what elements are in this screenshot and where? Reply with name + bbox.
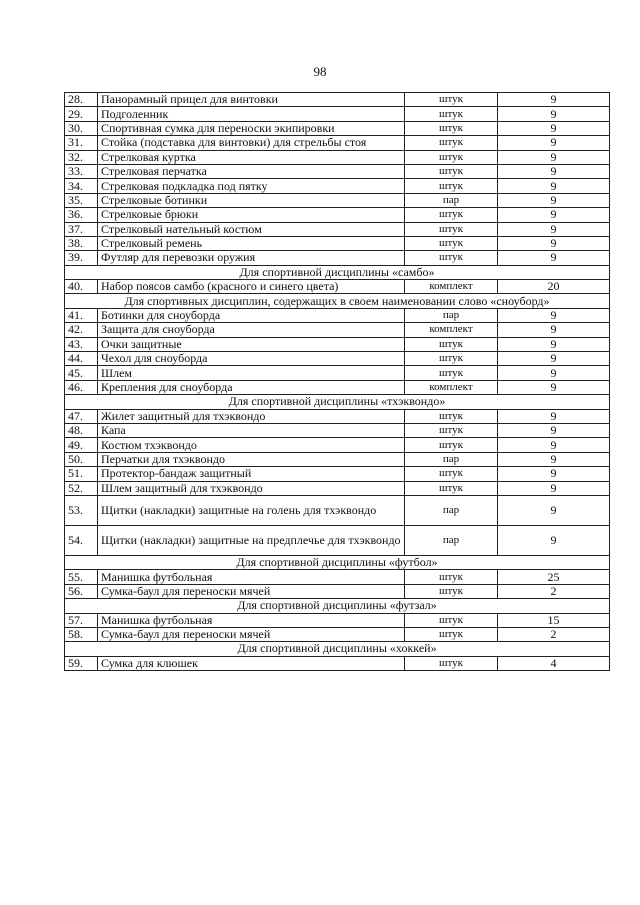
equipment-table bbox=[64, 92, 610, 671]
item-quantity: 9 bbox=[498, 452, 610, 466]
item-quantity: 9 bbox=[498, 495, 610, 525]
table-row bbox=[65, 323, 610, 337]
item-number: 42. bbox=[65, 323, 98, 337]
item-quantity: 9 bbox=[498, 481, 610, 495]
item-name: Капа bbox=[98, 423, 405, 437]
item-quantity: 9 bbox=[498, 251, 610, 265]
item-name: Манишка футбольная bbox=[98, 570, 405, 584]
item-number: 59. bbox=[65, 656, 98, 670]
item-quantity: 9 bbox=[498, 107, 610, 121]
item-name: Сумка для клюшек bbox=[98, 656, 405, 670]
item-unit: штук bbox=[405, 570, 498, 584]
item-quantity: 9 bbox=[498, 179, 610, 193]
item-unit: штук bbox=[405, 467, 498, 481]
item-number: 30. bbox=[65, 121, 98, 135]
table-row bbox=[65, 308, 610, 322]
item-quantity: 9 bbox=[498, 93, 610, 107]
item-quantity: 15 bbox=[498, 613, 610, 627]
item-name: Стрелковая куртка bbox=[98, 150, 405, 164]
item-unit: штук bbox=[405, 93, 498, 107]
item-number: 45. bbox=[65, 366, 98, 380]
item-number: 57. bbox=[65, 613, 98, 627]
item-number: 40. bbox=[65, 280, 98, 294]
item-quantity: 9 bbox=[498, 423, 610, 437]
table-row bbox=[65, 627, 610, 641]
item-name: Стойка (подставка для винтовки) для стрельбы стоя bbox=[98, 136, 405, 150]
item-number: 55. bbox=[65, 570, 98, 584]
table-row bbox=[65, 570, 610, 584]
table-row bbox=[65, 467, 610, 481]
item-quantity: 9 bbox=[498, 366, 610, 380]
item-name: Чехол для сноуборда bbox=[98, 352, 405, 366]
item-number: 31. bbox=[65, 136, 98, 150]
table-row bbox=[65, 121, 610, 135]
item-number: 48. bbox=[65, 423, 98, 437]
item-unit: штук bbox=[405, 352, 498, 366]
item-name: Шлем bbox=[98, 366, 405, 380]
item-name: Стрелковые брюки bbox=[98, 208, 405, 222]
item-number: 28. bbox=[65, 93, 98, 107]
item-unit: штук bbox=[405, 222, 498, 236]
section-title: Для спортивных дисциплин, содержащих в своем наименовании слово «сноуборд» bbox=[65, 294, 610, 308]
item-quantity: 9 bbox=[498, 525, 610, 555]
item-number: 56. bbox=[65, 584, 98, 598]
table-row bbox=[65, 150, 610, 164]
item-unit: штук bbox=[405, 423, 498, 437]
item-unit: штук bbox=[405, 107, 498, 121]
section-title: Для спортивной дисциплины «хоккей» bbox=[65, 642, 610, 656]
item-quantity: 4 bbox=[498, 656, 610, 670]
item-quantity: 9 bbox=[498, 150, 610, 164]
item-quantity: 9 bbox=[498, 121, 610, 135]
item-quantity: 9 bbox=[498, 337, 610, 351]
item-name: Стрелковая перчатка bbox=[98, 164, 405, 178]
item-unit: комплект bbox=[405, 380, 498, 394]
item-quantity: 2 bbox=[498, 627, 610, 641]
page-number: 98 bbox=[313, 64, 327, 79]
item-quantity: 25 bbox=[498, 570, 610, 584]
table-row bbox=[65, 481, 610, 495]
item-unit: штук bbox=[405, 164, 498, 178]
item-name: Защита для сноуборда bbox=[98, 323, 405, 337]
item-name: Сумка-баул для переноски мячей bbox=[98, 627, 405, 641]
item-quantity: 9 bbox=[498, 136, 610, 150]
item-unit: штук bbox=[405, 208, 498, 222]
item-name: Стрелковые ботинки bbox=[98, 193, 405, 207]
item-name: Перчатки для тхэквондо bbox=[98, 452, 405, 466]
item-number: 53. bbox=[65, 495, 98, 525]
item-name: Щитки (накладки) защитные на предплечье для тхэквондо bbox=[98, 525, 405, 555]
item-name: Костюм тхэквондо bbox=[98, 438, 405, 452]
item-quantity: 9 bbox=[498, 352, 610, 366]
item-name: Спортивная сумка для переноски экипировки bbox=[98, 121, 405, 135]
section-header-row bbox=[65, 265, 610, 279]
table-row bbox=[65, 438, 610, 452]
item-quantity: 9 bbox=[498, 323, 610, 337]
item-unit: штук bbox=[405, 121, 498, 135]
item-name: Стрелковый ремень bbox=[98, 236, 405, 250]
item-number: 39. bbox=[65, 251, 98, 265]
item-name: Ботинки для сноуборда bbox=[98, 308, 405, 322]
section-title: Для спортивной дисциплины «самбо» bbox=[65, 265, 610, 279]
item-number: 38. bbox=[65, 236, 98, 250]
table-row bbox=[65, 656, 610, 670]
item-name: Щитки (накладки) защитные на голень для тхэквондо bbox=[98, 495, 405, 525]
item-number: 32. bbox=[65, 150, 98, 164]
item-unit: штук bbox=[405, 236, 498, 250]
item-quantity: 9 bbox=[498, 409, 610, 423]
item-name: Жилет защитный для тхэквондо bbox=[98, 409, 405, 423]
item-name: Стрелковая подкладка под пятку bbox=[98, 179, 405, 193]
section-header-row bbox=[65, 555, 610, 569]
table-row bbox=[65, 179, 610, 193]
section-header-row bbox=[65, 599, 610, 613]
item-quantity: 20 bbox=[498, 280, 610, 294]
item-name: Сумка-баул для переноски мячей bbox=[98, 584, 405, 598]
item-quantity: 9 bbox=[498, 208, 610, 222]
table-row bbox=[65, 164, 610, 178]
table-row bbox=[65, 136, 610, 150]
table-row bbox=[65, 525, 610, 555]
item-quantity: 9 bbox=[498, 193, 610, 207]
item-unit: штук bbox=[405, 366, 498, 380]
item-unit: штук bbox=[405, 150, 498, 164]
item-unit: штук bbox=[405, 584, 498, 598]
item-number: 50. bbox=[65, 452, 98, 466]
section-header-row bbox=[65, 642, 610, 656]
item-unit: штук bbox=[405, 613, 498, 627]
table-row bbox=[65, 584, 610, 598]
item-unit: штук bbox=[405, 337, 498, 351]
item-unit: штук bbox=[405, 627, 498, 641]
item-name: Очки защитные bbox=[98, 337, 405, 351]
item-name: Протектор-бандаж защитный bbox=[98, 467, 405, 481]
item-number: 49. bbox=[65, 438, 98, 452]
item-number: 29. bbox=[65, 107, 98, 121]
item-quantity: 9 bbox=[498, 467, 610, 481]
item-unit: пар bbox=[405, 495, 498, 525]
table-row bbox=[65, 208, 610, 222]
item-unit: штук bbox=[405, 656, 498, 670]
item-unit: штук bbox=[405, 481, 498, 495]
table-row bbox=[65, 352, 610, 366]
item-number: 58. bbox=[65, 627, 98, 641]
item-quantity: 9 bbox=[498, 164, 610, 178]
item-number: 46. bbox=[65, 380, 98, 394]
table-row bbox=[65, 380, 610, 394]
table-row bbox=[65, 495, 610, 525]
item-unit: пар bbox=[405, 452, 498, 466]
item-quantity: 9 bbox=[498, 438, 610, 452]
table-row bbox=[65, 93, 610, 107]
item-unit: штук bbox=[405, 438, 498, 452]
table-row bbox=[65, 107, 610, 121]
table-row bbox=[65, 366, 610, 380]
item-quantity: 2 bbox=[498, 584, 610, 598]
item-number: 36. bbox=[65, 208, 98, 222]
item-name: Футляр для перевозки оружия bbox=[98, 251, 405, 265]
item-unit: пар bbox=[405, 308, 498, 322]
section-title: Для спортивной дисциплины «тхэквондо» bbox=[65, 395, 610, 409]
item-number: 51. bbox=[65, 467, 98, 481]
item-quantity: 9 bbox=[498, 308, 610, 322]
item-number: 54. bbox=[65, 525, 98, 555]
item-number: 35. bbox=[65, 193, 98, 207]
section-header-row bbox=[65, 395, 610, 409]
item-number: 41. bbox=[65, 308, 98, 322]
table-row bbox=[65, 193, 610, 207]
table-row bbox=[65, 423, 610, 437]
item-quantity: 9 bbox=[498, 222, 610, 236]
table-row bbox=[65, 452, 610, 466]
item-unit: пар bbox=[405, 193, 498, 207]
item-number: 37. bbox=[65, 222, 98, 236]
table-row bbox=[65, 613, 610, 627]
table-row bbox=[65, 222, 610, 236]
item-number: 33. bbox=[65, 164, 98, 178]
item-unit: штук bbox=[405, 136, 498, 150]
item-number: 44. bbox=[65, 352, 98, 366]
section-title: Для спортивной дисциплины «футзал» bbox=[65, 599, 610, 613]
section-title: Для спортивной дисциплины «футбол» bbox=[65, 555, 610, 569]
item-name: Панорамный прицел для винтовки bbox=[98, 93, 405, 107]
item-number: 52. bbox=[65, 481, 98, 495]
item-unit: штук bbox=[405, 409, 498, 423]
item-name: Подголенник bbox=[98, 107, 405, 121]
table-row bbox=[65, 251, 610, 265]
item-name: Манишка футбольная bbox=[98, 613, 405, 627]
item-number: 43. bbox=[65, 337, 98, 351]
item-quantity: 9 bbox=[498, 380, 610, 394]
table-row bbox=[65, 280, 610, 294]
table-row bbox=[65, 236, 610, 250]
item-unit: штук bbox=[405, 251, 498, 265]
item-unit: пар bbox=[405, 525, 498, 555]
item-name: Стрелковый нательный костюм bbox=[98, 222, 405, 236]
item-name: Набор поясов самбо (красного и синего цвета) bbox=[98, 280, 405, 294]
item-unit: комплект bbox=[405, 280, 498, 294]
item-quantity: 9 bbox=[498, 236, 610, 250]
table-row bbox=[65, 409, 610, 423]
item-name: Шлем защитный для тхэквондо bbox=[98, 481, 405, 495]
item-unit: комплект bbox=[405, 323, 498, 337]
equipment-table-body bbox=[65, 93, 610, 671]
section-header-row bbox=[65, 294, 610, 308]
item-name: Крепления для сноуборда bbox=[98, 380, 405, 394]
item-unit: штук bbox=[405, 179, 498, 193]
item-number: 47. bbox=[65, 409, 98, 423]
item-number: 34. bbox=[65, 179, 98, 193]
table-row bbox=[65, 337, 610, 351]
